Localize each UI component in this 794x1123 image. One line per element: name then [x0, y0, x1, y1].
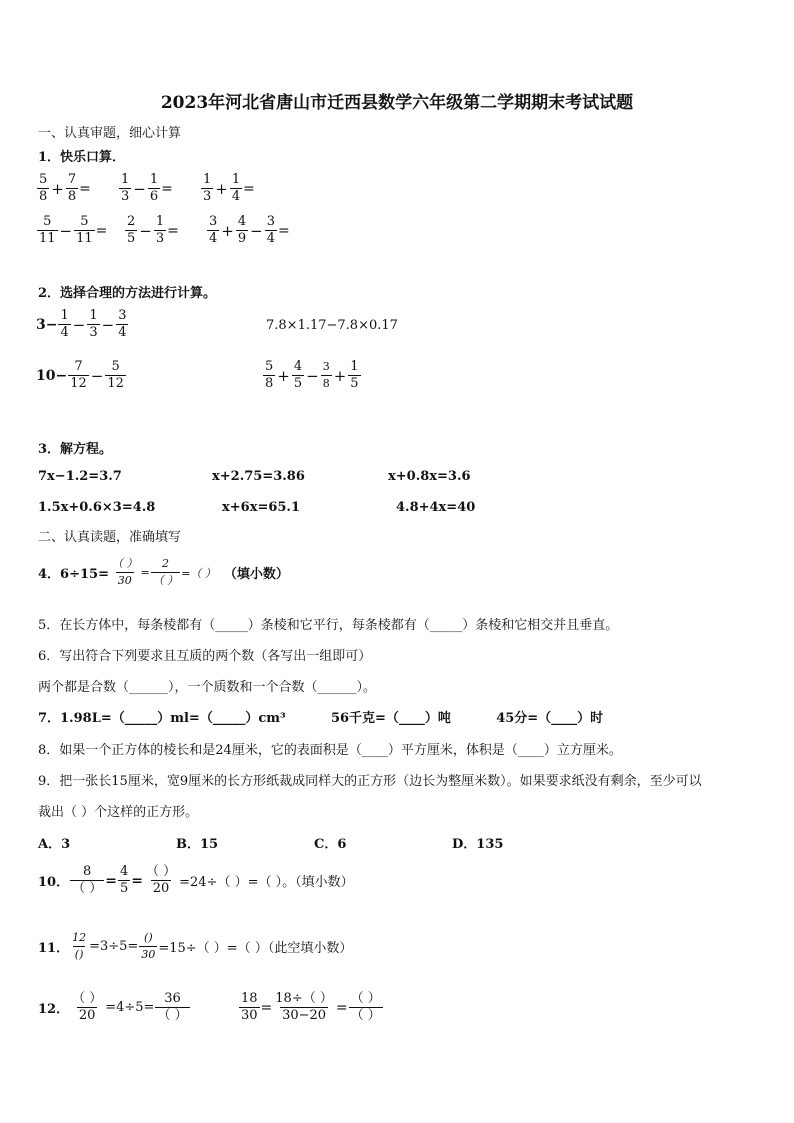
math-operator: − — [72, 315, 86, 334]
q1-expr-4 — [36, 214, 107, 247]
numerator: 4 — [293, 359, 303, 374]
q3-equation: 1.5x+0.6×3=4.8 — [38, 500, 156, 515]
numerator: 4 — [119, 864, 129, 879]
fraction — [87, 308, 99, 341]
denominator: 4 — [118, 325, 127, 340]
math-operator: = — [278, 222, 290, 239]
q2-expr-2: 7.8×1.17−7.8×0.17 — [266, 318, 398, 333]
section-1-heading: 一、认真审题，细心计算 — [38, 126, 182, 141]
denominator: 5 — [119, 881, 129, 896]
q1-expr-1 — [36, 172, 91, 205]
q1-expr-2 — [118, 172, 173, 205]
math-operator: = — [105, 872, 117, 889]
q9-option-d: D．135 — [452, 837, 504, 852]
q3-label: 3．解方程。 — [38, 442, 113, 457]
numerator: （ ） — [72, 991, 103, 1006]
fraction — [349, 991, 383, 1024]
fraction — [70, 991, 104, 1024]
numerator: 1 — [203, 172, 212, 187]
fraction — [151, 556, 181, 589]
q3-equation: x+2.75=3.86 — [212, 469, 305, 484]
fraction — [66, 172, 78, 205]
math-operator: = — [140, 566, 150, 579]
numerator: 1 — [231, 172, 241, 187]
math-operator: + — [215, 179, 228, 198]
denominator: 3 — [155, 231, 165, 246]
q9-option-b: B．15 — [176, 837, 219, 852]
math-operator: 10− — [36, 367, 68, 384]
q4 — [38, 556, 289, 589]
q1-label: 1．快乐口算． — [38, 150, 126, 165]
fraction — [263, 359, 275, 392]
numerator: 1 — [350, 359, 359, 374]
math-operator: = — [260, 999, 273, 1016]
fraction — [139, 930, 157, 963]
fraction — [201, 172, 213, 205]
numerator: 2 — [161, 557, 169, 570]
numerator: 7 — [67, 172, 77, 187]
fraction — [292, 359, 304, 392]
numerator: 8 — [83, 864, 92, 879]
numerator: 4 — [237, 214, 247, 229]
q12-part-b — [238, 991, 384, 1024]
denominator: 6 — [149, 189, 159, 204]
q3-equation: 4.8+4x=40 — [396, 500, 476, 515]
fraction — [148, 172, 160, 205]
numerator: () — [144, 931, 153, 944]
q2-expr-3 — [36, 359, 127, 392]
denominator: 3 — [89, 325, 98, 340]
numerator: 3 — [322, 360, 330, 373]
denominator: 8 — [265, 376, 274, 391]
fraction — [70, 864, 104, 897]
q2-label: 2．选择合理的方法进行计算。 — [38, 286, 217, 301]
denominator: 12 — [107, 376, 124, 391]
fraction — [74, 214, 95, 247]
fraction — [68, 359, 89, 392]
fraction — [110, 556, 140, 589]
math-operator: − — [133, 179, 146, 198]
math-operator: − — [139, 221, 152, 240]
fraction — [230, 172, 242, 205]
denominator: 4 — [266, 231, 275, 246]
q2-expr-4 — [262, 359, 362, 392]
math-operator: = — [131, 872, 143, 889]
q12-part-a — [38, 991, 191, 1024]
numerator: （ ） — [111, 557, 138, 570]
page-title: 2023年河北省唐山市迁西县数学六年级第二学期期末考试试题 — [160, 93, 634, 113]
denominator: 3 — [203, 189, 212, 204]
numerator: 3 — [118, 308, 127, 323]
question-text: =3÷5= — [89, 939, 139, 954]
denominator: 30 — [141, 948, 156, 961]
q5: 5．在长方体中，每条棱都有（_____）条棱和它平行，每条棱都有（_____）条棱和它相交并且垂直。 — [38, 618, 619, 633]
numerator: 5 — [80, 214, 89, 229]
math-operator: 3− — [36, 316, 58, 333]
math-operator: − — [90, 366, 104, 385]
numerator: 1 — [89, 308, 98, 323]
q2-expr-1 — [36, 308, 129, 341]
math-operator: = — [335, 999, 348, 1016]
q11 — [38, 930, 352, 963]
denominator: 4 — [60, 325, 69, 340]
denominator: 4 — [231, 189, 241, 204]
math-operator: − — [306, 366, 319, 385]
q9-option-a: A．3 — [38, 837, 71, 852]
fraction — [118, 864, 130, 897]
question-text: =15÷（ ）=（ ）（此空填小数） — [158, 941, 353, 956]
math-operator: + — [51, 179, 64, 198]
fraction — [207, 214, 219, 247]
denominator: 11 — [76, 231, 93, 246]
denominator: 8 — [39, 189, 48, 204]
q8: 8．如果一个正方体的棱长和是24厘米，它的表面积是（____）平方厘米，体积是（____）立方厘米。 — [38, 743, 622, 758]
numerator: 1 — [149, 172, 159, 187]
denominator: 4 — [209, 231, 218, 246]
denominator: 30−20 — [282, 1008, 327, 1023]
denominator: 5 — [293, 376, 303, 391]
denominator: () — [74, 948, 84, 961]
denominator: 11 — [39, 231, 56, 246]
question-text: =4÷5= — [105, 1000, 155, 1015]
q1-expr-6 — [206, 214, 290, 247]
q6-line2: 两个都是合数（______），一个质数和一个合数（______）。 — [38, 680, 377, 695]
numerator: 1 — [155, 214, 165, 229]
denominator: 20 — [78, 1008, 96, 1023]
fraction — [125, 214, 137, 247]
numerator: 5 — [111, 359, 120, 374]
q9-option-c: C．6 — [314, 837, 347, 852]
fraction — [239, 991, 260, 1024]
denominator: 8 — [322, 377, 330, 390]
math-operator: − — [59, 221, 73, 240]
numerator: 3 — [266, 214, 275, 229]
numerator: 5 — [265, 359, 274, 374]
numerator: 36 — [164, 991, 181, 1006]
numerator: 7 — [74, 359, 83, 374]
math-operator: = — [243, 180, 255, 197]
denominator: （ ） — [350, 1008, 381, 1023]
numerator: 18÷（ ） — [275, 991, 333, 1006]
fraction — [58, 308, 70, 341]
numerator: 2 — [127, 214, 136, 229]
denominator: （ ） — [152, 574, 179, 587]
fraction — [348, 359, 360, 392]
math-operator: = — [161, 180, 173, 197]
fraction — [321, 359, 332, 392]
q9-line2: 裁出（ ）个这样的正方形。 — [38, 805, 199, 820]
fraction — [236, 214, 248, 247]
math-operator: + — [333, 366, 347, 385]
question-text: =24÷（ ）=（ ）。（填小数） — [179, 875, 354, 890]
denominator: 12 — [70, 376, 87, 391]
numerator: 1 — [60, 308, 69, 323]
denominator: 9 — [237, 231, 247, 246]
q3-equation: 7x−1.2=3.7 — [38, 469, 122, 484]
q9-line1: 9．把一张长15厘米，宽9厘米的长方形纸裁成同样大的正方形（边长为整厘米数）。如果要求纸没有剩余，至少可以 — [38, 774, 702, 789]
math-operator: − — [250, 221, 263, 240]
question-text: （填小数） — [223, 567, 289, 582]
fraction — [273, 991, 335, 1024]
math-operator: = — [167, 222, 179, 239]
numerator: 12 — [72, 931, 87, 944]
question-text: 4．6÷15= — [38, 567, 109, 582]
q10 — [38, 864, 354, 897]
q3-equation: x+6x=65.1 — [222, 500, 300, 515]
numerator: 1 — [121, 172, 130, 187]
math-operator: + — [277, 366, 290, 385]
math-operator: − — [101, 315, 115, 334]
denominator: 5 — [127, 231, 136, 246]
question-text: =（ ） — [181, 566, 216, 580]
fraction — [105, 359, 126, 392]
q3-equation: x+0.8x=3.6 — [388, 469, 471, 484]
q7: 7．1.98L=（_____）ml=（_____）cm³ 56千克=（____）吨 45分=（____）时 — [38, 711, 604, 726]
fraction — [116, 308, 128, 341]
fraction — [37, 172, 49, 205]
q1-expr-5 — [124, 214, 179, 247]
numerator: 5 — [43, 214, 52, 229]
question-text: 12． — [38, 1002, 70, 1017]
fraction — [119, 172, 131, 205]
question-text: 10． — [38, 875, 70, 890]
numerator: 5 — [39, 172, 48, 187]
q1-expr-3 — [200, 172, 255, 205]
fraction — [265, 214, 277, 247]
denominator: 20 — [152, 881, 170, 896]
denominator: （ ） — [72, 881, 103, 896]
denominator: 3 — [121, 189, 130, 204]
fraction — [154, 214, 166, 247]
denominator: 5 — [350, 376, 359, 391]
question-text: 11． — [38, 941, 70, 956]
fraction — [37, 214, 58, 247]
q6-line1: 6．写出符合下列要求且互质的两个数（各写出一组即可） — [38, 649, 372, 664]
denominator: （ ） — [157, 1008, 188, 1023]
fraction — [144, 864, 178, 897]
fraction — [155, 991, 189, 1024]
denominator: 8 — [67, 189, 77, 204]
math-operator: + — [221, 221, 234, 240]
denominator: 30 — [241, 1008, 258, 1023]
math-operator: = — [95, 222, 108, 239]
fraction — [70, 930, 88, 963]
math-operator: = — [79, 180, 91, 197]
numerator: （ ） — [350, 991, 381, 1006]
numerator: 3 — [209, 214, 218, 229]
numerator: （ ） — [145, 864, 177, 879]
denominator: 30 — [117, 574, 132, 587]
numerator: 18 — [241, 991, 258, 1006]
section-2-heading: 二、认真读题，准确填写 — [38, 530, 182, 545]
